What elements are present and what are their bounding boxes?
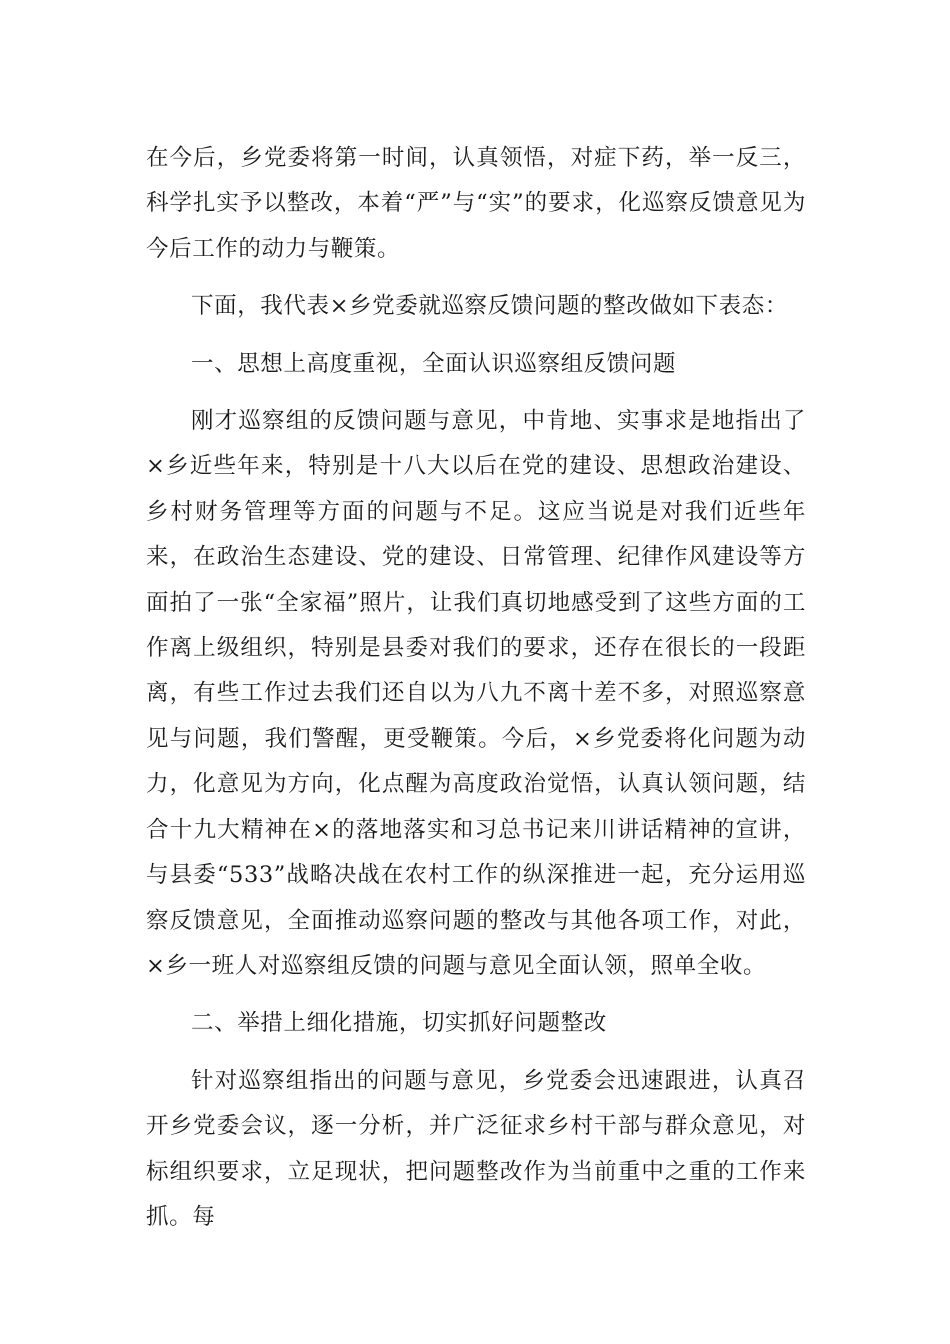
paragraph-intro: 下面，我代表×乡党委就巡察反馈问题的整改做如下表态： <box>191 293 788 320</box>
section-heading-1: 一、思想上高度重视，全面认识巡察组反馈问题 <box>191 350 677 377</box>
paragraph-continuation: 在今后，乡党委将第一时间，认真领悟，对症下药，举一反三，科学扎实予以整改，本着“严”与“实”的要求，化巡察反馈意见为今后工作的动力与鞭策。 <box>146 145 806 262</box>
section-heading-2: 二、举措上细化措施，切实抓好问题整改 <box>191 1010 607 1037</box>
document-body <box>146 136 806 1240</box>
paragraph-section-1: 刚才巡察组的反馈问题与意见，中肯地、实事求是地指出了×乡近些年来，特别是十八大以后在党的建设、思想政治建设、乡村财务管理等方面的问题与不足。这应当说是对我们近些年来，在政治生态建设、党的建设、日常管理、纪律作风建设等方面拍了一张“全家福”照片，让我们真切地感受到了这些方面的工作离上级组织，特别是县委对我们的要求，还存在很长的一段距离，有些工作过去我们还自以为八九不离十差不多，对照巡察意见与问题，我们警醒，更受鞭策。今后，×乡党委将化问题为动力，化意见为方向，化点醒为高度政治觉悟，认真认领问题，结合十九大精神在×的落地落实和习总书记来川讲话精神的宣讲，与县委“533”战略决战在农村工作的纵深推进一起，充分运用巡察反馈意见，全面推动巡察问题的整改与其他各项工作，对此，×乡一班人对巡察组反馈的问题与意见全面认领，照单全收。 <box>146 408 806 979</box>
paragraph-section-2: 针对巡察组指出的问题与意见，乡党委会迅速跟进，认真召开乡党委会议，逐一分析，并广泛征求乡村干部与群众意见，对标组织要求，立足现状，把问题整改作为当前重中之重的工作来抓。每 <box>146 1067 806 1230</box>
